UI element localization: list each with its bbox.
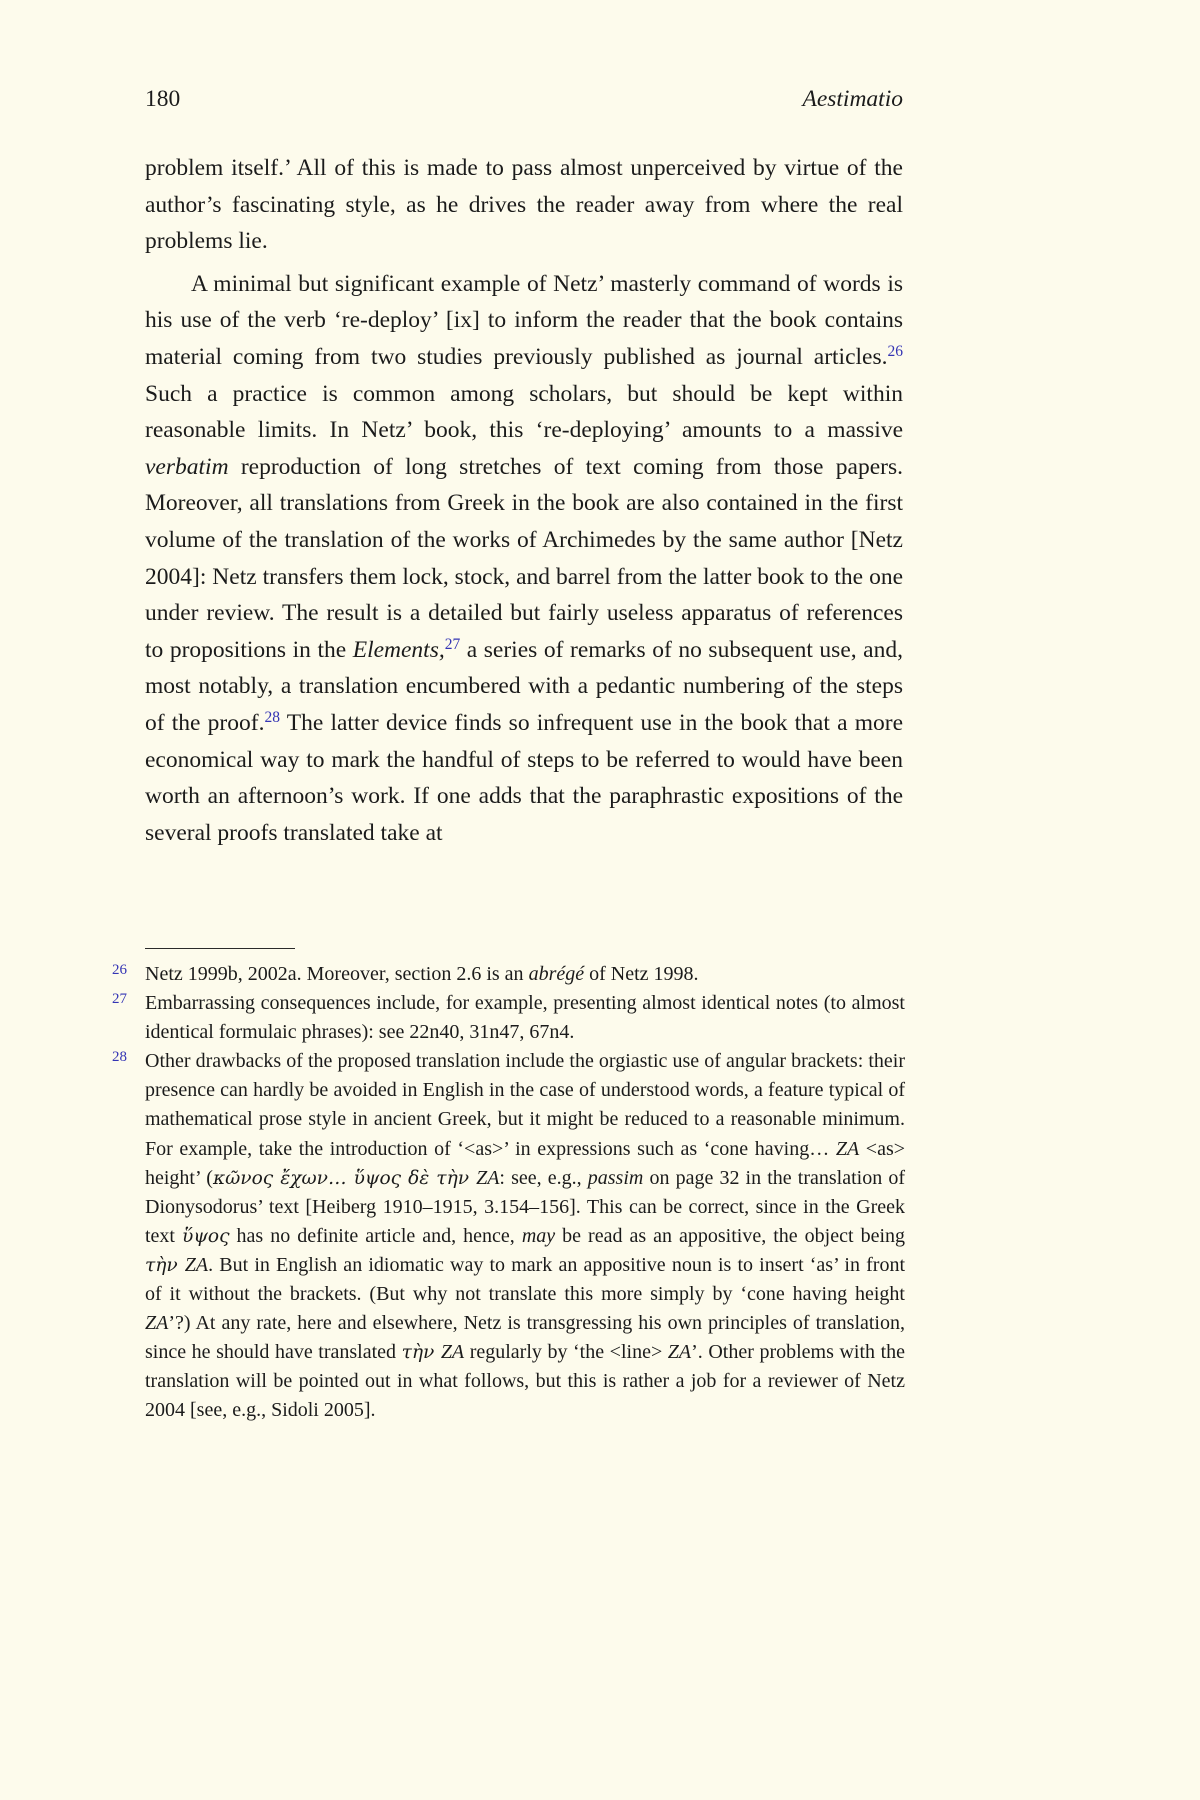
body-paragraph-1 <box>145 150 903 260</box>
body-text <box>145 150 903 851</box>
text-run: Netz 1999b, 2002a. Moreover, section 2.6 is an <box>145 963 529 985</box>
text-run: of Netz 1998. <box>584 963 699 985</box>
italic-run: ZA <box>184 1253 209 1276</box>
body-paragraph-2 <box>145 266 903 852</box>
footnote-separator <box>145 948 295 949</box>
footnote-ref-26[interactable]: 26 <box>887 342 903 360</box>
text-run: : see, e.g., <box>499 1166 588 1189</box>
text-run: on page 32 in the translation of Dionysodorus’ text [Heiberg 1910–1915, 3.154–156]. This can be correct, since in the Greek text <box>145 1166 905 1247</box>
italic-run: ZA <box>835 1137 860 1160</box>
text-run: <as> height’ ( <box>145 1137 906 1189</box>
greek-run: ὕψος <box>182 1225 230 1247</box>
italic-run: ZA <box>440 1341 465 1364</box>
text-run: a series of remarks of no subsequent use, and, most notably, a translation encumbered with a pedantic numbering of the steps of the proof. <box>145 636 903 736</box>
text-run: reproduction of long stretches of text coming from those papers. Moreover, all translations from Greek in the book are also contained in the first volume of the translation of the works of Archimedes by the same author [Netz 2004]: Netz transfers them lock, stock, and barrel from the latter book to the one under review. The result is a detailed but fairly useless apparatus of references to propositions in the <box>145 453 903 663</box>
footnote-marker-27[interactable]: 27 <box>112 991 127 1008</box>
footnote-ref-28[interactable]: 28 <box>264 708 280 726</box>
italic-run: Elements, <box>352 636 445 663</box>
running-title: Aestimatio <box>802 86 903 112</box>
footnote-28 <box>112 1047 906 1425</box>
text-run: Other drawbacks of the proposed translation include the orgiastic use of angular brackets: their presence can hardly be avoided in English in the case of understood words, a feature typical of mathematical prose style in ancient Greek, but it might be reduced to a reasonable minimum. For example, take the introduction of ‘<as>’ in expressions such as ‘cone having… <box>145 1050 905 1160</box>
page-number: 180 <box>145 86 181 112</box>
italic-run: passim <box>587 1166 644 1189</box>
text-run: . But in English an idiomatic way to mark an appositive noun is to insert ‘as’ in front of it without the brackets. (But why not translate this more simply by ‘cone having height <box>145 1253 906 1306</box>
greek-run: κῶνος ἔχων… ὕψος δὲ τὴν <box>212 1167 477 1189</box>
text-run: ’?) At any rate, here and elsewhere, Netz is transgressing his own principles of translation, since he should have translated <box>145 1312 905 1364</box>
text-run: A minimal but significant example of Netz’ masterly command of words is his use of the verb ‘re-deploy’ [ix] to inform the reader that the book contains material coming from two studies previously published as journal articles. <box>145 270 903 370</box>
italic-run: ZA <box>667 1341 692 1364</box>
italic-run: ZA <box>476 1166 500 1189</box>
italic-run: may <box>521 1224 556 1247</box>
footnote-marker-26[interactable]: 26 <box>112 962 127 978</box>
text-run: ’. Other problems with the translation will be pointed out in what follows, but this is rather a job for a reviewer of Netz 2004 [see, e.g., Sidoli 2005]. <box>145 1341 905 1422</box>
footnotes-section <box>112 948 906 1426</box>
italic-run: verbatim <box>145 453 229 480</box>
text-run: has no definite article and, hence, <box>229 1224 522 1247</box>
text-run: regularly by ‘the <line> <box>464 1341 668 1364</box>
greek-run: τὴν <box>401 1342 441 1364</box>
italic-run: ZA <box>145 1312 169 1335</box>
italic-run: abrégé <box>528 963 585 985</box>
footnote-26 <box>112 960 905 989</box>
text-run: Embarrassing consequences include, for example, presenting almost identical notes (to almost identical formulaic phrases): see 22n40, 31n47, 67n4. <box>145 992 905 1044</box>
text-run: The latter device finds so infrequent use in the book that a more economical way to mark the handful of steps to be referred to would have been worth an afternoon’s work. If one adds that the paraphrastic expositions of the several proofs translated take at <box>145 709 903 846</box>
footnote-27 <box>112 989 905 1047</box>
greek-run: τὴν <box>145 1254 185 1276</box>
footnote-marker-28[interactable]: 28 <box>112 1049 127 1066</box>
text-run: problem itself.’ All of this is made to pass almost unperceived by virtue of the author’s fascinating style, as he drives the reader away from where the real problems lie. <box>145 155 903 255</box>
text-run: Such a practice is common among scholars, but should be kept within reasonable limits. In Netz’ book, this ‘re-deploying’ amounts to a massive <box>145 380 903 444</box>
text-run: be read as an appositive, the object being <box>555 1224 905 1247</box>
footnote-ref-27[interactable]: 27 <box>444 635 461 653</box>
page-header <box>145 86 903 113</box>
